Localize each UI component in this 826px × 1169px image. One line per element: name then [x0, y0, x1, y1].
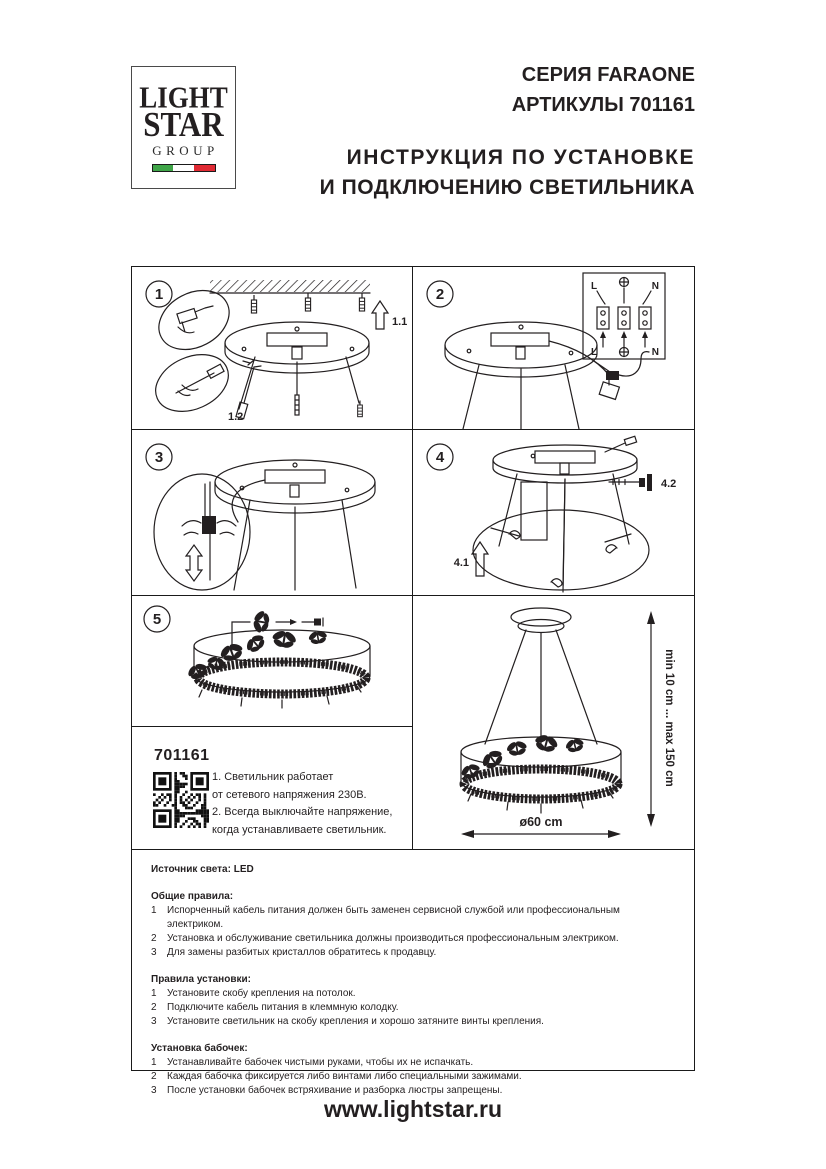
section-title: Правила установки:: [151, 974, 251, 985]
rule-item: 1 Установите скобу крепления на потолок.: [151, 988, 356, 999]
logo-star-text: STAR: [143, 104, 224, 144]
note-line: от сетевого напряжения 230В.: [212, 788, 367, 801]
rule-item: 3 После установки бабочек встряхивание и разборка люстры запрещены.: [151, 1085, 503, 1096]
rule-item: 3 Установите светильник на скобу крепления и хорошо затяните винты крепления.: [151, 1016, 544, 1027]
dimensions-panel: [413, 596, 694, 849]
wiring-top-n: N: [651, 281, 659, 292]
step-4-diagram: [413, 430, 694, 596]
step-2-panel: [413, 267, 694, 430]
step-4-panel: [413, 430, 694, 596]
rule-item: 1 Устанавливайте бабочек чистыми руками, чтобы их не испачкать.: [151, 1057, 474, 1068]
height-dimension-label: min 10 cm ... max 150 cm: [663, 649, 675, 787]
side-screw-icon: [609, 474, 652, 491]
light-source: Источник света: LED: [151, 864, 254, 875]
rule-item: 1 Испорченный кабель питания должен быть заменен сервисной службой или профессиональным электриком.: [151, 905, 620, 930]
step-3-number: 3: [154, 449, 164, 466]
instruction-title-line2: И ПОДКЛЮЧЕНИЮ СВЕТИЛЬНИКА: [319, 176, 695, 199]
specifications-box: [131, 849, 695, 1096]
note-line: когда устанавливаете светильник.: [212, 823, 387, 836]
screwdriver-inset-icon: [147, 344, 238, 422]
wiring-diagram-inset: [583, 273, 665, 359]
step-2-number: 2: [435, 286, 445, 303]
article-number: 701161: [154, 747, 210, 764]
step-1-diagram: [132, 267, 413, 430]
wiring-top-l: L: [591, 281, 598, 292]
rule-item: 3 Для замены разбитых кристаллов обратитесь к продавцу.: [151, 947, 437, 958]
inset-leader-line: [591, 359, 610, 372]
arrow-up-icon: [372, 301, 388, 329]
double-arrow-icon: [186, 545, 202, 581]
installation-rules-section: [151, 973, 676, 1029]
wire-lock-inset: [154, 474, 250, 590]
screwdriver-icon: [236, 360, 261, 419]
section-title: Общие правила:: [151, 891, 234, 902]
wall-plug-icon: [305, 293, 310, 311]
wiring-bottom-l: L: [591, 347, 598, 358]
qr-code: [153, 772, 209, 828]
wiring-bottom-n: N: [651, 347, 659, 358]
lightstar-logo: [131, 66, 236, 189]
wall-plug-icon: [359, 293, 364, 311]
step-3-panel: [132, 430, 413, 596]
step-1-panel: [132, 267, 413, 430]
top-screw-icon: [605, 436, 637, 452]
instruction-title-line1: ИНСТРУКЦИЯ ПО УСТАНОВКЕ: [346, 146, 695, 169]
step-5-panel: [132, 596, 413, 727]
clamp-hand-icon: [606, 545, 617, 553]
power-cable: [549, 341, 649, 399]
ceiling-hatch-icon: [210, 280, 370, 293]
label-1-1: 1.1: [392, 316, 408, 328]
hand-icon: [182, 521, 201, 535]
rule-item: 2 Каждая бабочка фиксируется либо винтами либо специальными зажимами.: [151, 1071, 522, 1082]
series-title: СЕРИЯ FARAONE: [521, 64, 695, 86]
step-5-number: 5: [152, 611, 162, 628]
rule-item: 2 Установка и обслуживание светильника должны производиться профессиональным электриком.: [151, 933, 619, 944]
step-4-number: 4: [435, 449, 445, 466]
italian-flag-icon: [152, 164, 216, 172]
step-5-diagram: [132, 596, 413, 727]
chandelier-dimension-diagram: [413, 596, 694, 848]
rule-item: 2 Подключите кабель питания в клеммную колодку.: [151, 1002, 399, 1013]
suspension-rods: [234, 500, 356, 590]
earth-icon: [620, 278, 629, 287]
terminal-blocks: [597, 307, 651, 329]
mounting-ring: [215, 460, 375, 513]
suspension-rods: [463, 365, 579, 429]
hand-icon: [217, 521, 236, 535]
logo-group-text: GROUP: [152, 142, 219, 158]
wall-plug-icon: [251, 295, 256, 313]
note-line: 2. Всегда выключайте напряжение,: [212, 806, 393, 818]
step-2-diagram: [413, 267, 694, 430]
general-rules-section: [151, 890, 676, 960]
height-dimension: [647, 611, 675, 827]
arrow-right-icon: [290, 619, 297, 625]
clamp-hand-icon: [551, 579, 562, 587]
step-1-number: 1: [154, 286, 164, 303]
label-4-1: 4.1: [453, 557, 469, 569]
wire-arrows: [600, 331, 648, 347]
safety-notes: [212, 769, 392, 839]
diameter-dimension-label: ø60 cm: [519, 815, 563, 829]
clip-icon: [302, 618, 323, 626]
diameter-dimension: [461, 815, 621, 838]
diagram-table: [131, 266, 695, 850]
articles-title: АРТИКУЛЫ 701161: [511, 94, 695, 116]
earth-icon: [620, 348, 629, 357]
chandelier-ring-ellipse: [473, 479, 649, 592]
label-1-2: 1.2: [228, 411, 244, 423]
butterflies: [458, 731, 587, 782]
title-block: [320, 60, 695, 203]
butterfly-installation-section: [151, 1042, 676, 1098]
label-4-2: 4.2: [661, 478, 677, 490]
suspension-wires: [485, 630, 597, 748]
step-3-diagram: [132, 430, 413, 596]
ceiling-canopy: [511, 608, 571, 633]
note-line: 1. Светильник работает: [212, 771, 334, 783]
mounting-ring: [493, 445, 637, 483]
article-qr-panel: [132, 727, 413, 849]
website-url: www.lightstar.ru: [323, 1096, 503, 1122]
section-title: Установка бабочек:: [151, 1043, 248, 1054]
logo-light-text: LIGHT: [139, 79, 228, 114]
